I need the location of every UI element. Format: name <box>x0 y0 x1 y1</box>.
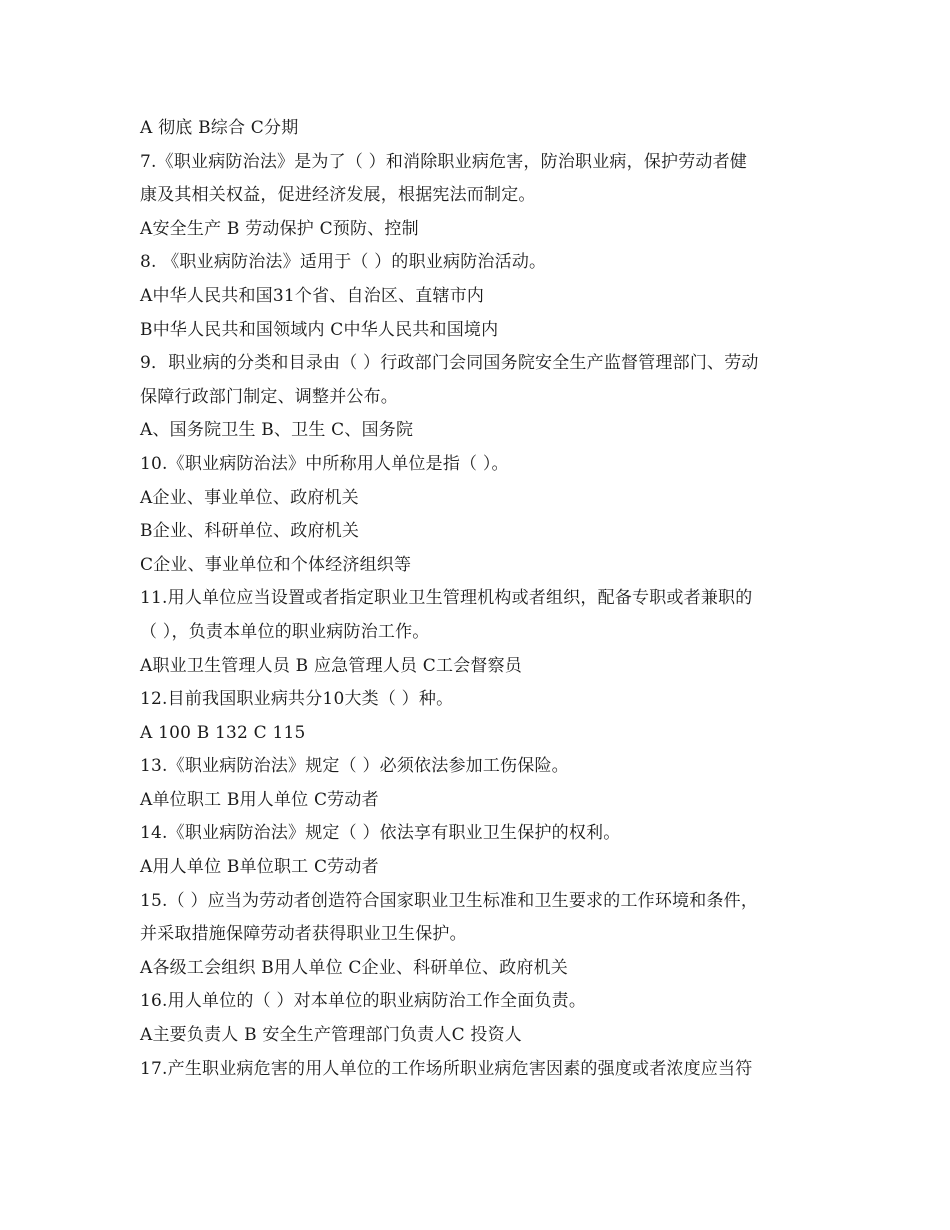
text-line: A 彻底 B综合 C分期 <box>140 118 299 138</box>
document-body <box>140 112 820 1086</box>
text-line: 12.目前我国职业病共分10大类（ ）种。 <box>140 689 454 710</box>
text-line: B企业、科研单位、政府机关 <box>140 521 360 542</box>
text-line: 15.（ ）应当为劳动者创造符合国家职业卫生标准和卫生要求的工作环境和条件， <box>140 890 759 911</box>
text-line: B中华人民共和国领域内 C中华人民共和国境内 <box>140 319 499 340</box>
text-line: A单位职工 B用人单位 C劳动者 <box>140 789 379 810</box>
text-line: 康及其相关权益，促进经济发展，根据宪法而制定。 <box>140 185 536 206</box>
text-line: 10.《职业病防治法》中所称用人单位是指（ ）。 <box>140 453 509 474</box>
text-line: A各级工会组织 B用人单位 C企业、科研单位、政府机关 <box>140 957 568 978</box>
text-line: 保障行政部门制定、调整并公布。 <box>140 386 398 407</box>
text-line: 8. 《职业病防治法》适用于（ ）的职业病防治活动。 <box>140 252 547 273</box>
text-line: 7.《职业病防治法》是为了（ ）和消除职业病危害，防治职业病，保护劳动者健 <box>140 151 748 172</box>
text-line: A 100 B 132 C 115 <box>140 722 306 743</box>
text-line: A、国务院卫生 B、卫生 C、国务院 <box>140 420 414 441</box>
text-line: 17.产生职业病危害的用人单位的工作场所职业病危害因素的强度或者浓度应当符 <box>140 1058 753 1079</box>
text-line: 13.《职业病防治法》规定（ ）必须依法参加工伤保险。 <box>140 756 569 777</box>
text-line: A中华人民共和国31个省、自治区、直辖市内 <box>140 285 485 306</box>
text-line: A用人单位 B单位职工 C劳动者 <box>140 857 379 878</box>
text-line: A企业、事业单位、政府机关 <box>140 487 359 508</box>
text-line: 9．职业病的分类和目录由（ ）行政部门会同国务院安全生产监督管理部门、劳动 <box>140 353 759 374</box>
text-line: A职业卫生管理人员 B 应急管理人员 C工会督察员 <box>140 655 522 676</box>
text-line: C企业、事业单位和个体经济组织等 <box>140 554 412 575</box>
text-line: 11.用人单位应当设置或者指定职业卫生管理机构或者组织，配备专职或者兼职的 <box>140 588 753 609</box>
text-line: A安全生产 B 劳动保护 C预防、控制 <box>140 218 419 239</box>
text-line: 14.《职业病防治法》规定（ ）依法享有职业卫生保护的权利。 <box>140 823 621 844</box>
text-line: 16.用人单位的（ ）对本单位的职业病防治工作全面负责。 <box>140 991 587 1012</box>
text-line: A主要负责人 B 安全生产管理部门负责人C 投资人 <box>140 1025 522 1046</box>
text-line: （ ），负责本单位的职业病防治工作。 <box>140 621 430 642</box>
text-line: 并采取措施保障劳动者获得职业卫生保护。 <box>140 924 467 945</box>
